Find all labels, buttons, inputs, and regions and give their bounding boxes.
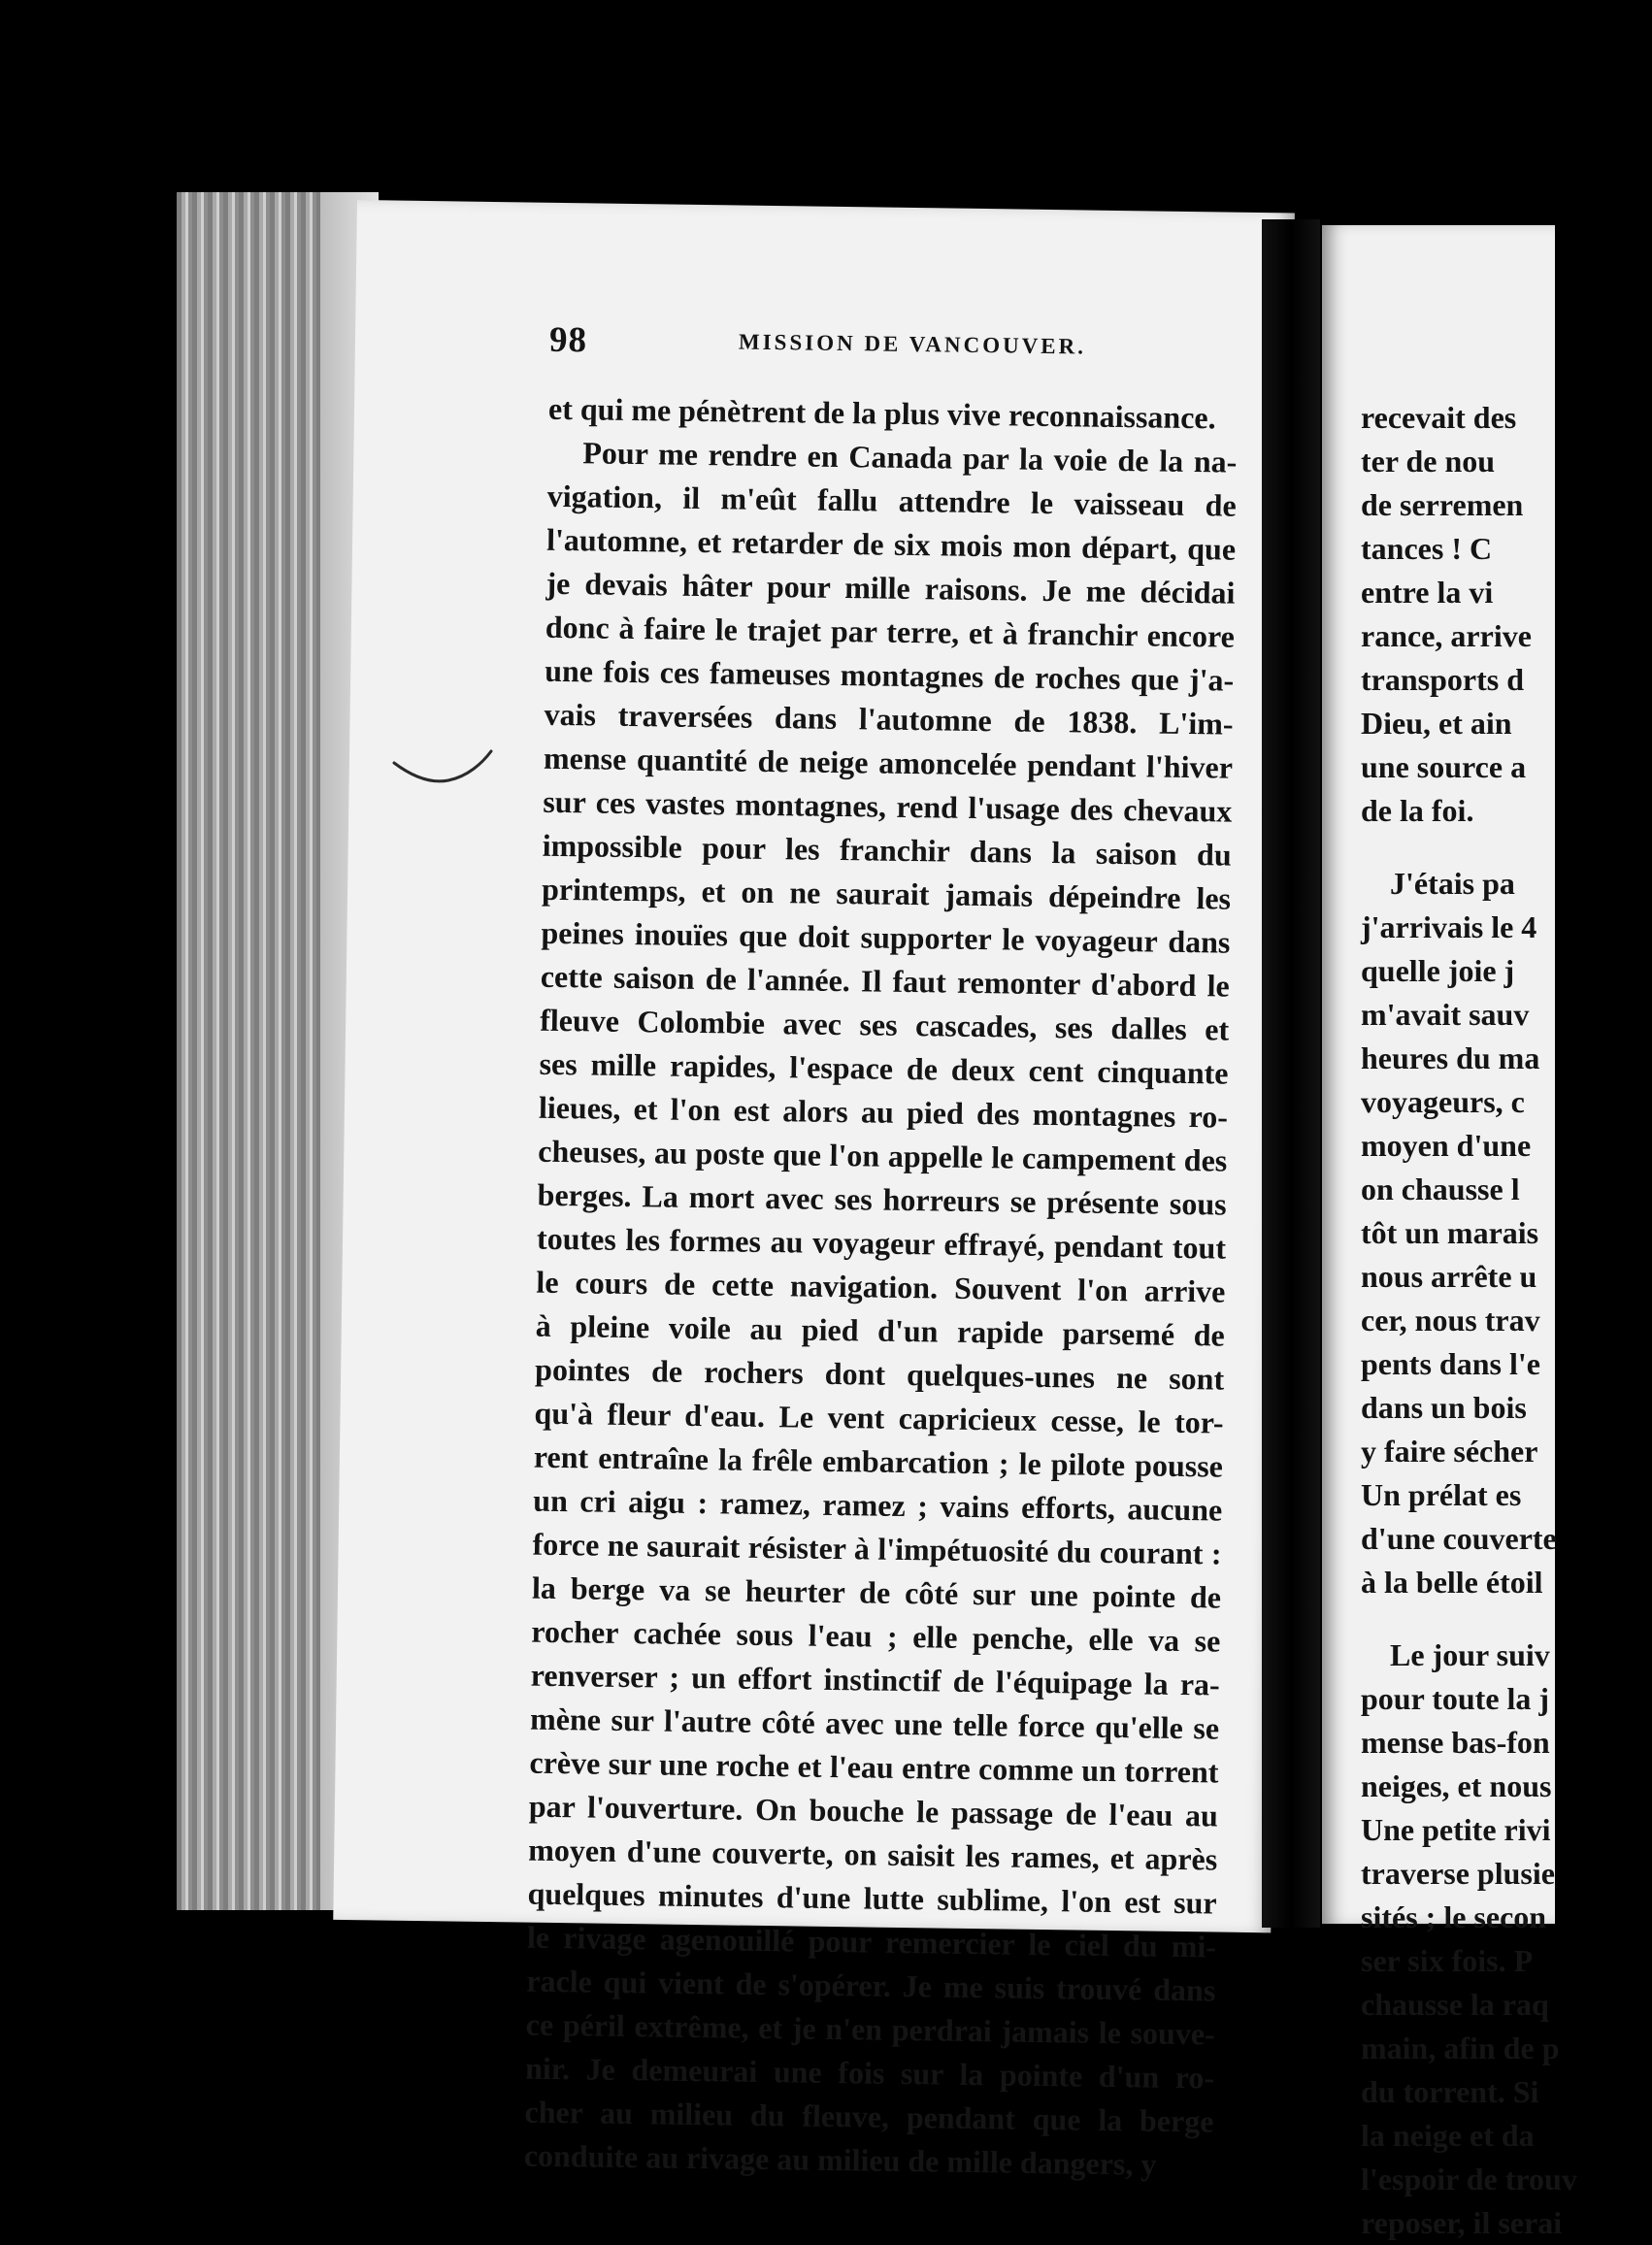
text-line: Dieu, et ain — [1361, 706, 1512, 741]
text-line: la berge va se heurter de côté sur une pointe de — [531, 1569, 1222, 1615]
text-line: reposer, il serai — [1361, 2205, 1563, 2240]
text-line: le rivage agenouillé pour remercier le ciel du mi- — [526, 1919, 1217, 1964]
text-line: toutes les formes au voyageur effrayé, pendant tout — [536, 1220, 1227, 1266]
text-line: de serremen — [1361, 487, 1524, 522]
running-head — [549, 319, 1248, 368]
text-line: chausse la raq — [1361, 1987, 1549, 2022]
paragraph-gap — [1361, 1604, 1652, 1634]
text-line: l'automne, et retarder de six mois mon départ, que — [545, 521, 1237, 567]
paragraph-gap — [1361, 833, 1652, 862]
book-gutter — [1262, 219, 1320, 1928]
text-line: moyen d'une — [1361, 1128, 1532, 1163]
text-line: neiges, et nous — [1361, 1768, 1552, 1803]
text-line: ter de nou — [1361, 444, 1496, 479]
text-line: sur ces vastes montagnes, rend l'usage des chevaux — [543, 783, 1233, 829]
text-line: voyageurs, c — [1361, 1084, 1525, 1119]
text-line: impossible pour les franchir dans la saison du — [542, 827, 1232, 873]
text-line: crève sur une roche et l'eau entre comme un torrent — [529, 1744, 1219, 1790]
text-line: vigation, il m'eût fallu attendre le vaisseau de — [546, 478, 1237, 523]
text-line: de la foi. — [1361, 793, 1474, 828]
text-line: mène sur l'autre côté avec une telle force qu'elle se — [529, 1700, 1220, 1746]
text-line: berges. La mort avec ses horreurs se présente sous — [537, 1176, 1227, 1222]
text-line: peines inouïes que doit supporter le voyageur dans — [541, 914, 1231, 960]
right-page-text — [1361, 396, 1652, 2245]
text-line: tances ! C — [1361, 531, 1493, 566]
text-line: quelle joie j — [1361, 953, 1515, 988]
page-number: 98 — [548, 319, 588, 361]
text-line: vais traversées dans l'automne de 1838. L'im- — [544, 696, 1234, 742]
text-line: cheuses, au poste que l'on appelle le campement des — [538, 1133, 1228, 1178]
text-line: rent entraîne la frêle embarcation ; le pilote pousse — [533, 1438, 1224, 1484]
text-line: force ne saurait résister à l'impétuosité du courant : — [532, 1526, 1222, 1571]
text-line: pointes de rochers dont quelques-unes ne sont — [534, 1351, 1225, 1397]
text-line: Une petite rivi — [1361, 1812, 1551, 1847]
text-line: sités ; le secon — [1361, 1899, 1547, 1934]
text-line: d'une couverte — [1361, 1521, 1557, 1556]
text-line: à pleine voile au pied d'un rapide parsemé de — [535, 1307, 1226, 1353]
text-line: rocher cachée sous l'eau ; elle penche, elle va se — [531, 1613, 1221, 1659]
text-line: tôt un marais — [1361, 1215, 1539, 1250]
text-line: m'avait sauv — [1361, 997, 1530, 1032]
text-line: nir. Je demeurai une fois sur la pointe d'un ro- — [524, 2050, 1215, 2096]
text-line: pents dans l'e — [1361, 1346, 1540, 1381]
text-line: un cri aigu : ramez, ramez ; vains efforts, aucune — [533, 1482, 1223, 1528]
text-line: moyen d'une couverte, on saisit les rames, et après — [528, 1832, 1218, 1877]
text-line: Pour me rendre en Canada par la voie de la na- — [582, 435, 1238, 479]
text-line: traverse plusie — [1361, 1856, 1555, 1891]
left-page-text — [524, 387, 1239, 2188]
text-line: ce péril extrême, et je n'en perdrai jamais le souve- — [525, 2006, 1215, 2052]
text-line: Un prélat es — [1361, 1477, 1522, 1512]
text-line: mense quantité de neige amoncelée pendant l'hiver — [543, 740, 1234, 785]
text-line: cer, nous trav — [1361, 1303, 1540, 1337]
text-line: dans un bois — [1361, 1390, 1527, 1425]
text-line: qu'à fleur d'eau. Le vent capricieux cesse, le tor- — [534, 1395, 1224, 1440]
pencil-check-mark — [390, 745, 497, 794]
text-line: conduite au rivage au milieu de mille dangers, y — [523, 2137, 1157, 2182]
text-line: transports d — [1361, 662, 1525, 697]
text-line: entre la vi — [1361, 575, 1494, 610]
text-line: cette saison de l'année. Il faut remonter d'abord le — [540, 958, 1231, 1004]
right-page — [1322, 225, 1577, 2240]
text-line: j'arrivais le 4 — [1361, 909, 1537, 944]
text-line: renverser ; un effort instinctif de l'équipage la ra- — [530, 1657, 1220, 1702]
text-line: Le jour suiv — [1390, 1637, 1550, 1672]
text-line: printemps, et on ne saurait jamais dépeindre les — [541, 871, 1232, 916]
text-line: main, afin de p — [1361, 2030, 1560, 2065]
running-head-title: MISSION DE VANCOUVER. — [738, 329, 1087, 359]
text-line: la neige et da — [1361, 2118, 1535, 2153]
text-line: je devais hâter pour mille raisons. Je me décidai — [545, 565, 1236, 611]
text-line: par l'ouverture. On bouche le passage de l'eau au — [528, 1788, 1219, 1833]
text-line: y faire sécher — [1361, 1434, 1538, 1469]
text-line: nous arrête u — [1361, 1259, 1537, 1294]
text-line: ses mille rapides, l'espace de deux cent cinquante — [539, 1045, 1229, 1091]
text-line: recevait des — [1361, 400, 1517, 435]
text-line: une source a — [1361, 749, 1527, 784]
text-line: l'espoir de trouv — [1361, 2162, 1577, 2196]
text-line: une fois ces fameuses montagnes de roches que j'a- — [544, 652, 1235, 698]
text-line: lieues, et l'on est alors au pied des montagnes ro- — [538, 1089, 1229, 1135]
text-line: mense bas-fon — [1361, 1725, 1550, 1760]
text-line: du torrent. Si — [1361, 2074, 1539, 2109]
text-line: à la belle étoil — [1361, 1565, 1543, 1600]
text-line: cher au milieu du fleuve, pendant que la berge — [524, 2094, 1214, 2139]
text-line: racle qui vient de s'opérer. Je me suis trouvé dans — [526, 1963, 1216, 2008]
text-line: ser six fois. P — [1361, 1943, 1534, 1978]
text-line: rance, arrive — [1361, 618, 1532, 653]
left-page — [333, 200, 1295, 2182]
text-line: quelques minutes d'une lutte sublime, l'on est sur — [527, 1875, 1217, 1921]
text-line: pour toute la j — [1361, 1681, 1550, 1716]
text-line: fleuve Colombie avec ses cascades, ses dalles et — [539, 1002, 1230, 1047]
text-line: on chausse l — [1361, 1172, 1520, 1206]
text-line: le cours de cette navigation. Souvent l'on arrive — [536, 1264, 1226, 1309]
text-line: et qui me pénètrent de la plus vive reconnaissance. — [547, 390, 1216, 436]
text-line: J'étais pa — [1390, 866, 1515, 901]
text-line: donc à faire le trajet par terre, et à franchir encore — [545, 609, 1236, 654]
text-line: heures du ma — [1361, 1040, 1540, 1075]
